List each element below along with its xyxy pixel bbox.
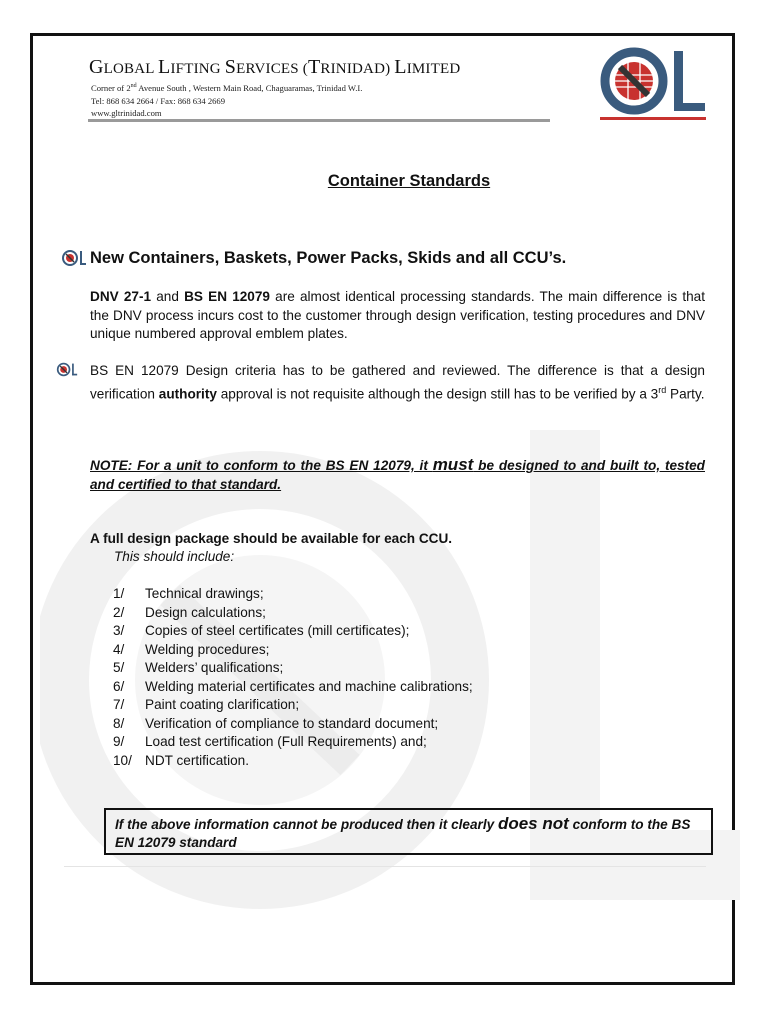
list-item: 4/ Welding procedures;: [113, 641, 270, 657]
bottom-divider: [64, 866, 706, 867]
company-website: www.gltrinidad.com: [91, 108, 162, 118]
list-item: 9/ Load test certification (Full Requirements) and;: [113, 734, 427, 749]
list-item: 2/ Design calculations;: [113, 604, 266, 620]
list-item: 1/ Technical drawings;: [113, 586, 264, 601]
section-heading: New Containers, Baskets, Power Packs, Skids and all CCU’s.: [90, 249, 567, 267]
company-phone: Tel: 868 634 2664 / Fax: 868 634 2669: [91, 96, 226, 106]
page-title: Container Standards: [327, 172, 491, 190]
header-rule: [88, 119, 550, 122]
list-item: 8/ Verification of compliance to standard document;: [113, 715, 439, 731]
package-list: [113, 585, 473, 770]
list-item: 6/ Welding material certificates and machine calibrations;: [113, 678, 473, 694]
warning-box: If the above information cannot be produced then it clearly does not conform to the BS EN 12079 standard: [104, 808, 713, 855]
gl-bullet-icon: [56, 361, 78, 378]
conformance-note: NOTE: For a unit to conform to the BS EN 12079, it must be designed to and built to, tested and certified to that standard.: [90, 455, 705, 492]
list-item: 5/ Welders’ qualifications;: [113, 660, 284, 675]
package-subheading: This should include:: [114, 549, 235, 564]
company-name: GLOBAL LIFTING SERVICES (TRINIDAD) LIMITED: [89, 56, 461, 78]
package-heading: A full design package should be available for each CCU.: [90, 531, 453, 546]
company-address: Corner of 2nd Avenue South , Western Main Road, Chaguaramas, Trinidad W.I.: [91, 83, 363, 93]
list-item: 3/ Copies of steel certificates (mill certificates);: [113, 623, 410, 638]
gl-bullet-icon: [61, 248, 87, 268]
bs-en-paragraph: BS EN 12079 Design criteria has to be gathered and reviewed. The difference is that a design verification authority approval is not requisite although the design still has to be verified by a 3rd Party.: [90, 363, 705, 402]
company-logo: [598, 45, 708, 123]
list-item: 7/ Paint coating clarification;: [113, 697, 300, 712]
list-item: 10/ NDT certification.: [113, 752, 249, 768]
dnv-paragraph: DNV 27-1 and BS EN 12079 are almost identical processing standards. The main difference is that the DNV process incurs cost to the customer through design verification, testing procedures and DNV unique numbered approval emblem plates.: [90, 289, 706, 341]
